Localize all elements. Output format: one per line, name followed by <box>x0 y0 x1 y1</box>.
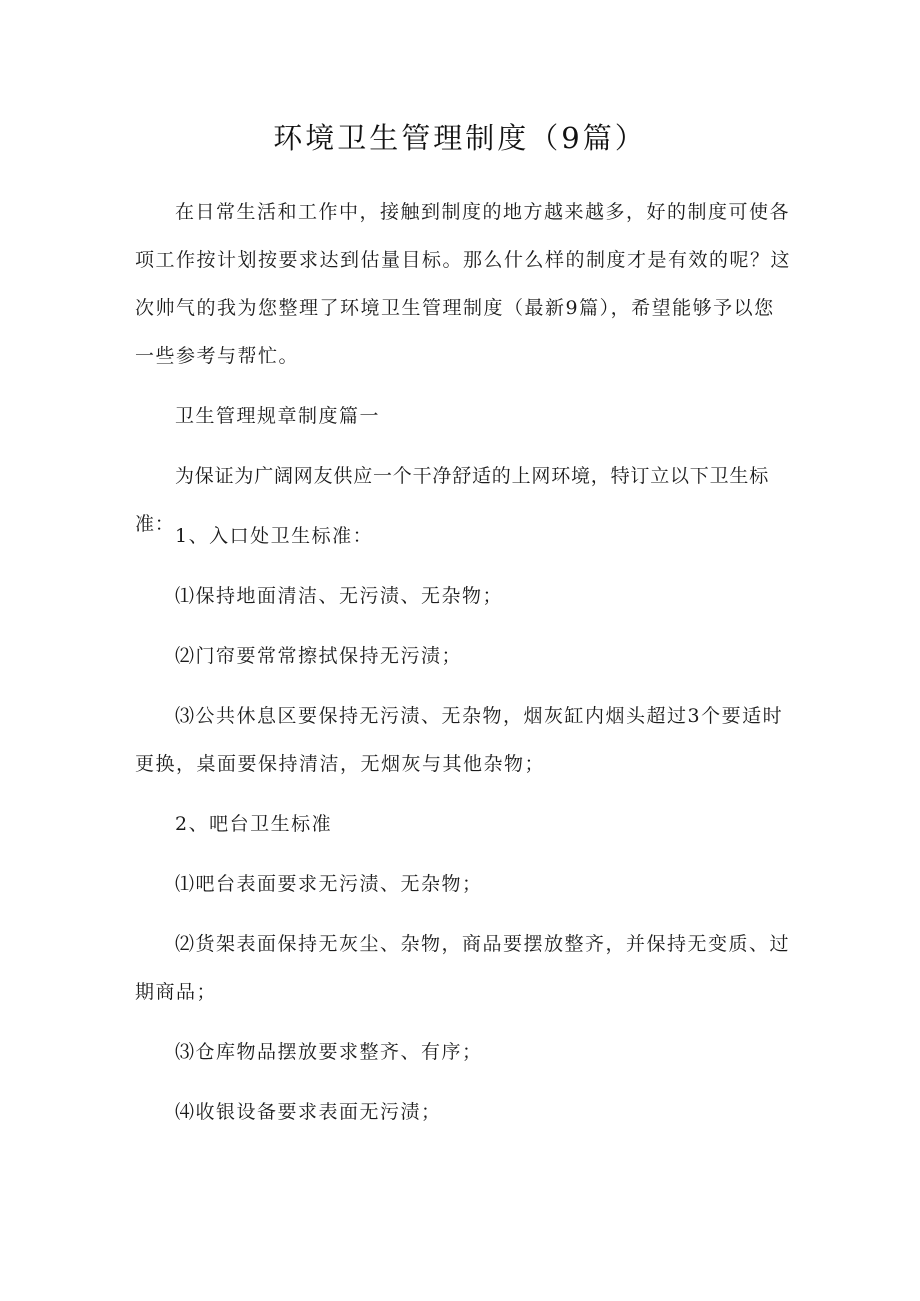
list-item: ⑴吧台表面要求无污渍、无杂物； <box>175 873 483 895</box>
document-title: 环境卫生管理制度（9篇） <box>273 121 647 155</box>
intro-paragraph: 在日常生活和工作中，接触到制度的地方越来越多，好的制度可使各项工作按计划按要求达到估量目标。那么什么样的制度才是有效的呢？这次帅气的我为您整理了环境卫生管理制度（最新9篇），希望能够予以您一些参考与帮忙。 <box>135 201 792 367</box>
list-item: ⑷收银设备要求表面无污渍； <box>175 1101 442 1123</box>
list-item: ⑶仓库物品摆放要求整齐、有序； <box>175 1041 483 1063</box>
section-heading: 卫生管理规章制度篇一 <box>175 405 381 427</box>
subsection-heading-bar: 2、吧台卫生标准 <box>175 813 333 835</box>
list-item: ⑵门帘要常常擦拭保持无污渍； <box>175 645 463 667</box>
list-item: ⑵货架表面保持无灰尘、杂物，商品要摆放整齐，并保持无变质、过期商品； <box>135 933 791 1003</box>
subsection-heading-entrance: 1、入口处卫生标准： <box>175 525 374 547</box>
list-item: ⑴保持地面清洁、无污渍、无杂物； <box>175 585 504 607</box>
list-item: ⑶公共休息区要保持无污渍、无杂物，烟灰缸内烟头超过3个要适时更换，桌面要保持清洁，无烟灰与其他杂物； <box>135 705 784 775</box>
notice-paragraph: 为保证为广阔网友供应一个干净舒适的上网环境，特订立以下卫生标准： <box>135 465 770 535</box>
